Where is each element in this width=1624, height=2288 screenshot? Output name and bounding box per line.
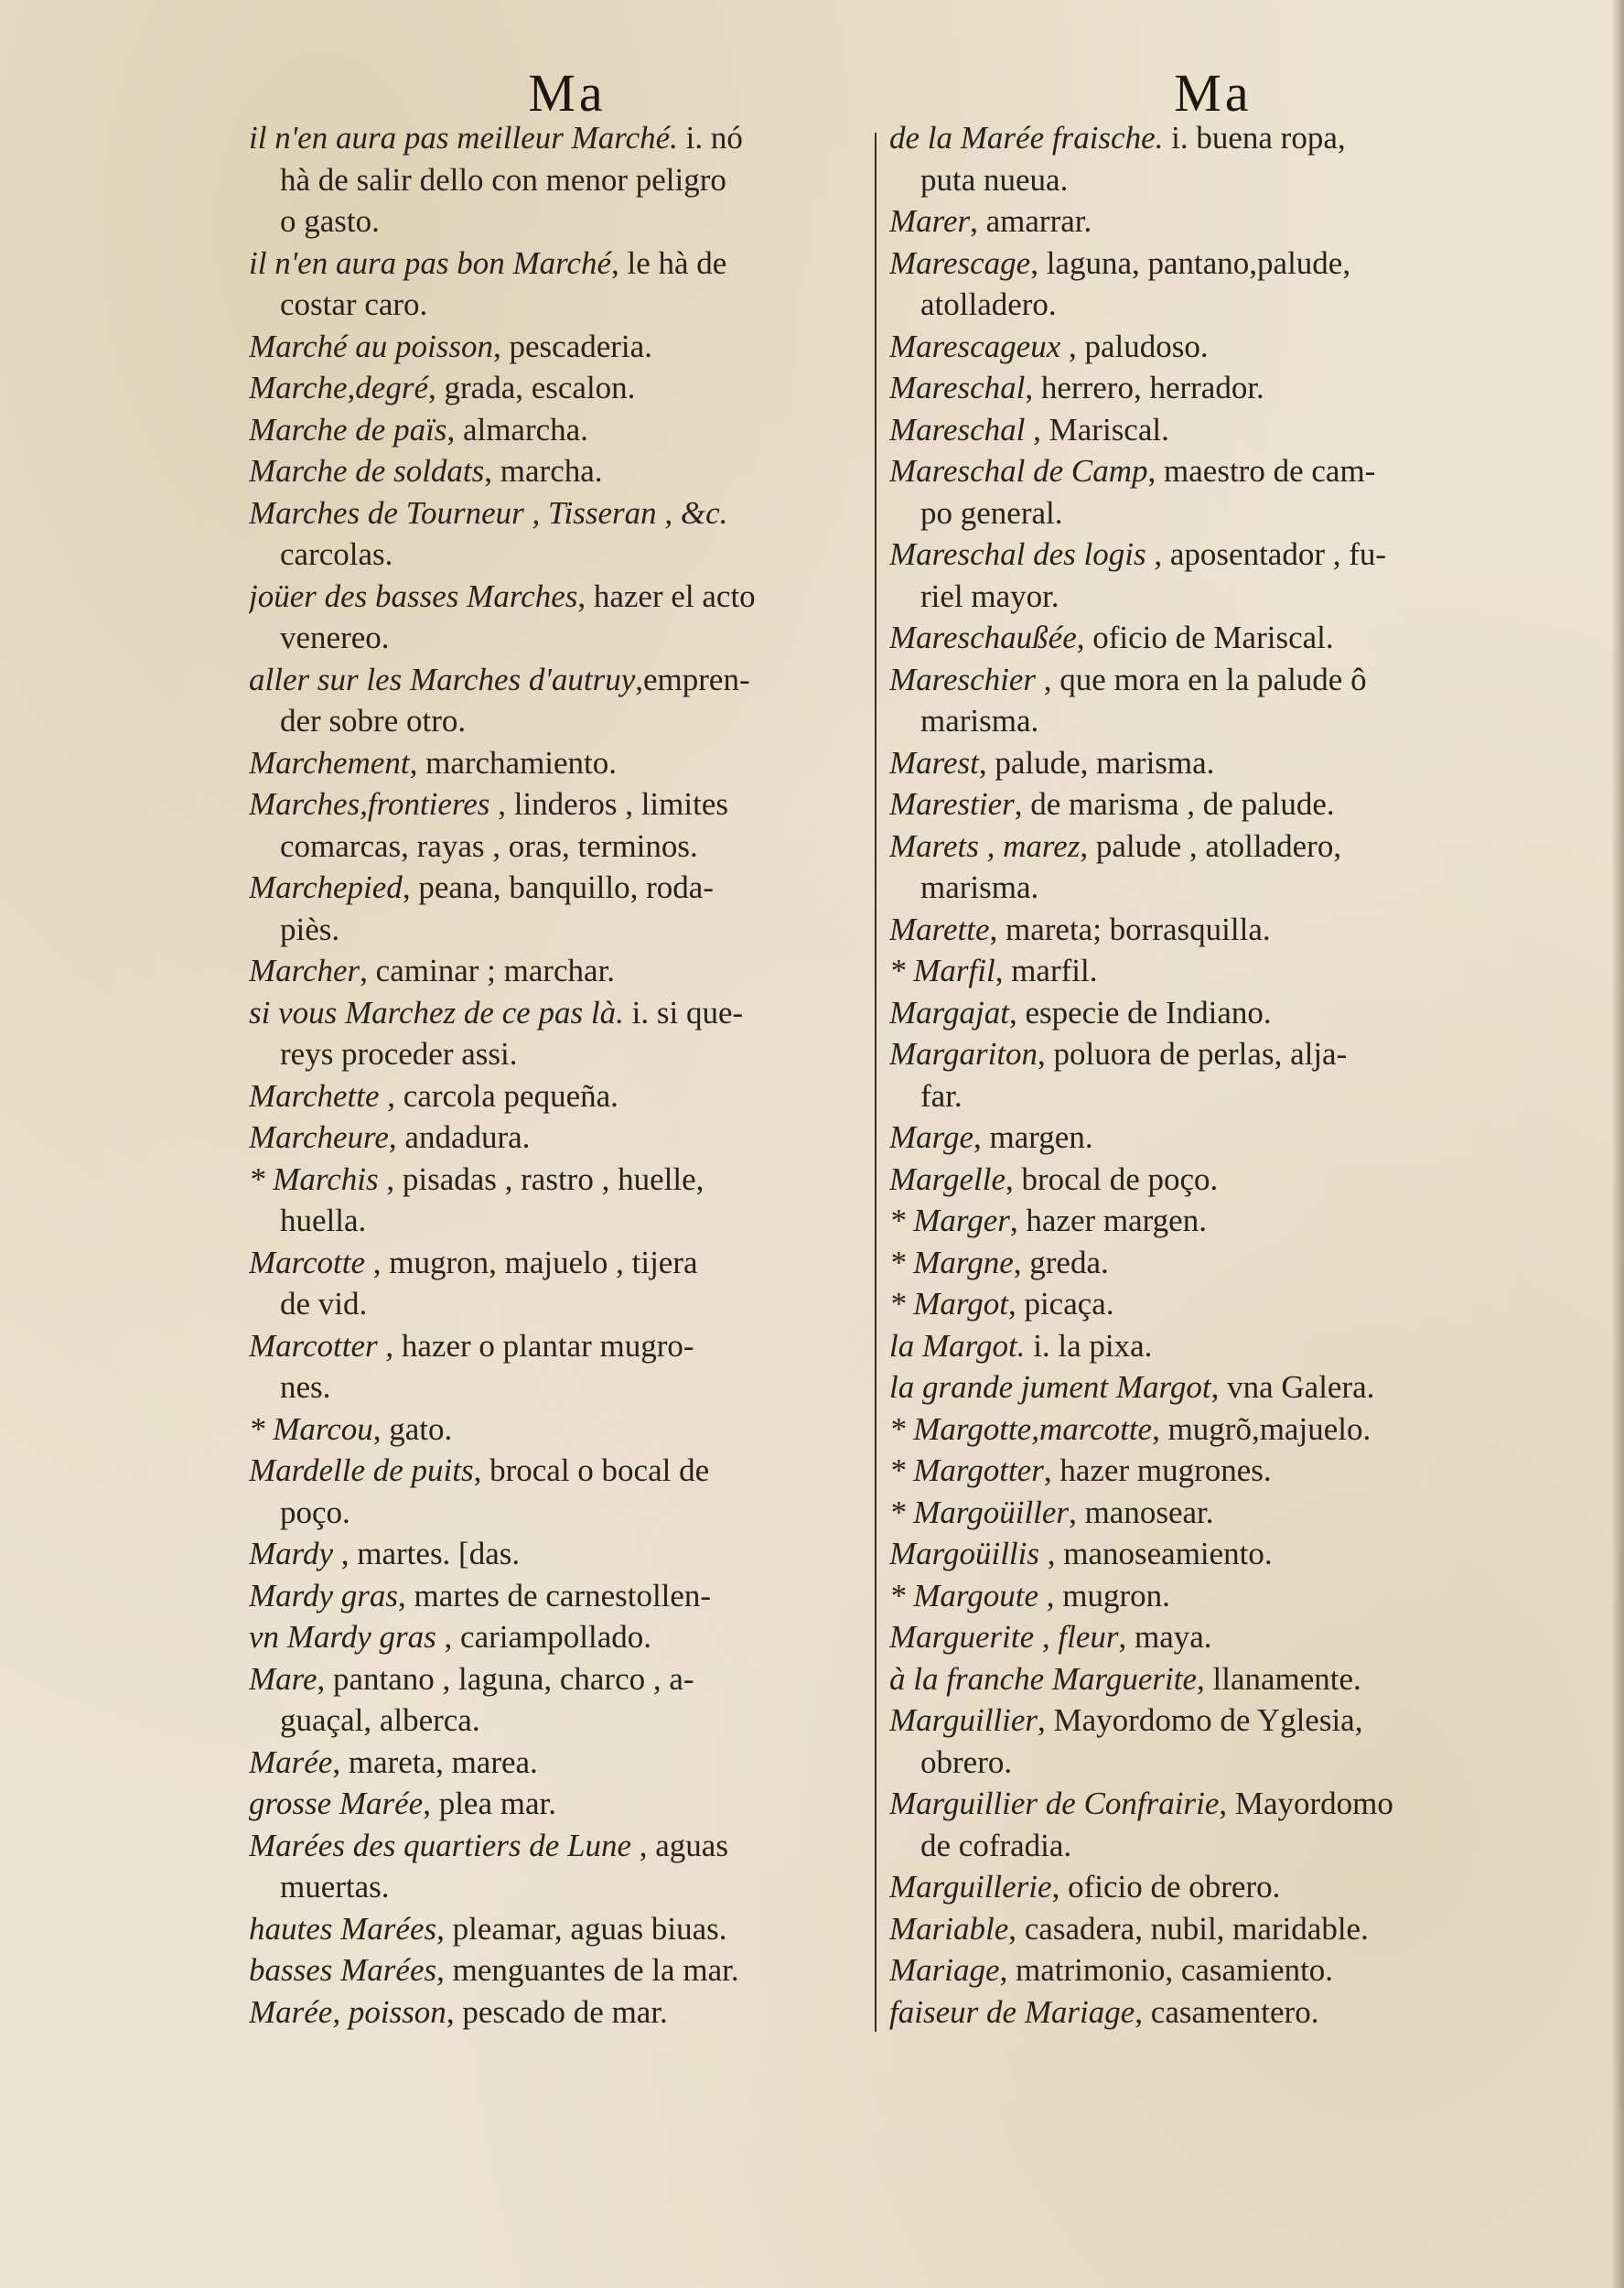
- entry-text: hà de salir dello con menor peligro: [280, 161, 726, 198]
- translation: , manosear.: [1069, 1494, 1214, 1530]
- translation: , caminar ; marchar.: [360, 953, 616, 988]
- headword: joüer des basses Marches: [249, 577, 578, 614]
- dictionary-entry: [889, 367, 1537, 409]
- headword: * Margoüiller: [889, 1494, 1070, 1530]
- translation: , Mayordomo de Yglesia,: [1038, 1702, 1363, 1738]
- headword: Marches,frontieres: [249, 786, 490, 822]
- dictionary-entry: [249, 1616, 869, 1658]
- entry-text: de vid.: [280, 1286, 368, 1322]
- dictionary-entry: [889, 909, 1537, 951]
- translation: ,empren-: [635, 661, 750, 697]
- running-head-right: Ma: [1174, 63, 1253, 123]
- entry-continuation-line: [249, 826, 869, 868]
- headword: Marées des quartiers de Lune: [249, 1827, 632, 1863]
- translation: i. buena ropa,: [1163, 120, 1346, 156]
- translation: , casamentero.: [1135, 1993, 1319, 2030]
- entry-continuation-line: [889, 159, 1537, 201]
- entry-text: po general.: [920, 494, 1063, 531]
- dictionary-entry: [889, 1159, 1537, 1201]
- dictionary-entry: [249, 1159, 869, 1201]
- dictionary-entry: [889, 1492, 1537, 1534]
- dictionary-entry: [249, 326, 869, 368]
- dictionary-entry: [249, 1242, 869, 1284]
- headword: basses Marées: [249, 1952, 437, 1988]
- translation: , pleamar, aguas biuas.: [436, 1910, 727, 1947]
- translation: , peana, banquillo, roda-: [402, 869, 714, 905]
- dictionary-entry: [889, 1200, 1537, 1242]
- headword: * Margotte,marcotte: [889, 1410, 1153, 1447]
- translation: , almarcha.: [446, 411, 588, 448]
- headword: Marette: [889, 911, 990, 947]
- translation: , carcola pequeña.: [379, 1077, 618, 1114]
- dictionary-entry: [249, 492, 869, 534]
- headword: Marescage: [889, 244, 1031, 281]
- dictionary-entry: [889, 950, 1537, 992]
- translation: grada, escalon.: [436, 370, 636, 405]
- entry-continuation-line: [249, 159, 869, 201]
- headword: il n'en aura pas bon Marché: [249, 244, 612, 281]
- entry-continuation-line: [249, 1366, 869, 1408]
- translation: , oficio de obrero.: [1051, 1869, 1281, 1905]
- dictionary-entry: [249, 867, 869, 909]
- dictionary-entry: [889, 1533, 1537, 1575]
- entry-continuation-line: [249, 1700, 869, 1742]
- headword: Margariton: [889, 1036, 1038, 1072]
- translation: , aguas: [631, 1827, 728, 1863]
- dictionary-entry: [889, 243, 1537, 285]
- dictionary-entry: [249, 783, 869, 826]
- entry-continuation-line: [249, 1033, 869, 1075]
- dictionary-entry: [889, 1450, 1537, 1492]
- headword: Marches de Tourneur , Tisseran , &c.: [249, 494, 728, 531]
- headword: Marer: [889, 203, 971, 239]
- translation: , aposentador , fu-: [1145, 536, 1387, 572]
- headword: Marcotte: [249, 1244, 365, 1280]
- translation: , marfil.: [995, 953, 1098, 988]
- translation: , llanamente.: [1197, 1660, 1361, 1697]
- translation: , casadera, nubil, maridable.: [1008, 1910, 1369, 1947]
- entry-text: venereo.: [280, 620, 390, 655]
- dictionary-entry: [249, 1533, 869, 1575]
- headword: Marguerite , fleur: [889, 1619, 1119, 1655]
- headword: * Marger: [889, 1203, 1010, 1238]
- headword: Marché au poisson: [249, 328, 494, 364]
- translation: , brocal de poço.: [1006, 1160, 1219, 1197]
- headword: faiseur de Mariage: [889, 1993, 1135, 2030]
- headword: Margelle: [889, 1160, 1006, 1197]
- translation: i. la pixa.: [1025, 1327, 1153, 1364]
- entry-text: carcolas.: [280, 536, 393, 572]
- entry-text: comarcas, rayas , oras, terminos.: [280, 827, 698, 864]
- translation: , mareta, marea.: [332, 1743, 538, 1780]
- translation: , andadura.: [388, 1119, 531, 1155]
- dictionary-entry: [249, 1075, 869, 1117]
- dictionary-entry: [249, 1408, 869, 1451]
- headword: Mare: [249, 1660, 317, 1697]
- translation: , de marisma , de palude.: [1014, 786, 1335, 822]
- headword: * Margot: [889, 1286, 1008, 1322]
- dictionary-entry: [889, 1908, 1537, 1950]
- headword: Marcotter: [249, 1327, 378, 1364]
- translation: , marcha.: [484, 453, 603, 489]
- entry-text: guaçal, alberca.: [280, 1702, 480, 1738]
- dictionary-entry: [249, 1450, 869, 1492]
- dictionary-entry: [249, 1117, 869, 1159]
- entry-text: o gasto.: [280, 203, 380, 239]
- entry-continuation-line: [889, 1742, 1537, 1784]
- translation: , manoseamiento.: [1039, 1536, 1273, 1571]
- headword: Marchement: [249, 744, 410, 781]
- dictionary-entry: [889, 409, 1537, 451]
- translation: , oficio de Mariscal.: [1076, 620, 1334, 655]
- dictionary-entry: [889, 742, 1537, 784]
- entry-text: reys proceder assi.: [280, 1036, 518, 1072]
- translation: , palude, marisma.: [978, 744, 1215, 781]
- headword: la Margot.: [889, 1327, 1026, 1364]
- headword: Marche de païs: [249, 411, 447, 448]
- entry-text: obrero.: [920, 1743, 1013, 1780]
- dictionary-entry: [889, 1283, 1537, 1325]
- translation: , hazer o plantar mugro-: [377, 1327, 694, 1364]
- dictionary-entry: [889, 117, 1537, 159]
- entry-text: huella.: [280, 1203, 367, 1238]
- entry-continuation-line: [889, 700, 1537, 742]
- dictionary-entry: [889, 326, 1537, 368]
- translation: , linderos , limites: [489, 786, 728, 822]
- headword: Marest: [889, 744, 979, 781]
- dictionary-entry: [889, 617, 1537, 659]
- translation: , pescaderia.: [493, 328, 652, 364]
- translation: , vna Galera.: [1210, 1369, 1375, 1405]
- translation: , paludoso.: [1060, 328, 1209, 364]
- entry-continuation-line: [889, 1825, 1537, 1867]
- headword: Marcheure: [249, 1119, 389, 1155]
- translation: , especie de Indiano.: [1008, 994, 1272, 1031]
- entry-continuation-line: [249, 700, 869, 742]
- entry-continuation-line: [249, 284, 869, 326]
- dictionary-entry: [249, 1783, 869, 1825]
- entry-continuation-line: [889, 1075, 1537, 1117]
- translation: , martes. [das.: [333, 1536, 521, 1571]
- dictionary-entry: [889, 659, 1537, 701]
- headword: Mareschaußée: [889, 620, 1077, 655]
- translation: , martes de carnestollen-: [398, 1577, 712, 1613]
- column-divider: [875, 133, 877, 2032]
- dictionary-entry: [889, 450, 1537, 492]
- headword: Marche de soldats: [249, 453, 485, 489]
- headword: Marestier: [889, 786, 1015, 822]
- right-column: [889, 117, 1537, 2033]
- translation: , que mora en la palude ô: [1036, 661, 1367, 697]
- dictionary-entry: [889, 1117, 1537, 1159]
- headword: Marche,degré,: [249, 370, 436, 405]
- dictionary-entry: [889, 1366, 1537, 1408]
- dictionary-entry: [889, 1658, 1537, 1700]
- translation: , hazer mugrones.: [1043, 1452, 1272, 1488]
- translation: , hazer margen.: [1009, 1203, 1207, 1238]
- translation: , pisadas , rastro , huelle,: [378, 1160, 704, 1197]
- dictionary-entry: [249, 243, 869, 285]
- running-head-left: Ma: [528, 63, 607, 123]
- dictionary-entry: [889, 1949, 1537, 1991]
- dictionary-entry: [889, 992, 1537, 1034]
- headword: il n'en aura pas meilleur Marché.: [249, 120, 678, 156]
- dictionary-entry: [249, 576, 869, 618]
- dictionary-entry: [249, 367, 869, 409]
- entry-continuation-line: [249, 1283, 869, 1325]
- headword: Marchette: [249, 1077, 380, 1114]
- headword: Marchepied: [249, 869, 403, 905]
- dictionary-entry: [249, 659, 869, 701]
- left-column: [249, 117, 869, 2033]
- entry-continuation-line: [889, 284, 1537, 326]
- headword: Marguillerie: [889, 1869, 1052, 1905]
- translation: , mareta; borrasquilla.: [989, 911, 1271, 947]
- entry-continuation-line: [249, 909, 869, 951]
- headword: Marée, poisson: [249, 1993, 446, 2030]
- dictionary-entry: [249, 1908, 869, 1950]
- entry-continuation-line: [889, 492, 1537, 534]
- translation: , Mayordomo: [1219, 1786, 1393, 1821]
- dictionary-entry: [889, 1242, 1537, 1284]
- headword: Mardy gras: [249, 1577, 399, 1613]
- headword: Mareschal: [889, 370, 1026, 405]
- dictionary-entry: [889, 200, 1537, 243]
- headword: à la franche Marguerite: [889, 1660, 1198, 1697]
- dictionary-entry: [889, 826, 1537, 868]
- headword: * Marchis: [249, 1160, 379, 1197]
- page-edge-shadow: [1611, 0, 1624, 2288]
- dictionary-entry: [249, 450, 869, 492]
- translation: , le hà de: [611, 244, 727, 281]
- entry-text: de cofradia.: [920, 1827, 1072, 1863]
- translation: , marchamiento.: [409, 744, 618, 781]
- entry-text: marisma.: [920, 869, 1039, 905]
- translation: , palude , atolladero,: [1080, 827, 1342, 864]
- headword: de la Marée fraische.: [889, 120, 1164, 156]
- headword: Mardy: [249, 1536, 334, 1571]
- translation: , mugron.: [1038, 1577, 1170, 1613]
- headword: Mareschal: [889, 411, 1026, 448]
- dictionary-entry: [889, 1700, 1537, 1742]
- translation: , Mariscal.: [1025, 411, 1169, 448]
- headword: la grande jument Margot: [889, 1369, 1211, 1405]
- headword: Marée: [249, 1743, 333, 1780]
- dictionary-entry: [249, 1325, 869, 1367]
- headword: Marge: [889, 1119, 974, 1155]
- translation: , mugron, majuelo , tijera: [365, 1244, 698, 1280]
- headword: Mareschal des logis: [889, 536, 1146, 572]
- entry-text: der sobre otro.: [280, 703, 467, 739]
- dictionary-entry: [889, 1616, 1537, 1658]
- dictionary-entry: [889, 1866, 1537, 1908]
- headword: Mardelle de puits: [249, 1452, 474, 1488]
- dictionary-entry: [889, 1408, 1537, 1451]
- dictionary-entry: [249, 1742, 869, 1784]
- headword: vn Mardy gras: [249, 1619, 436, 1655]
- entry-continuation-line: [249, 1492, 869, 1534]
- dictionary-entry: [889, 1991, 1537, 2034]
- headword: si vous Marchez de ce pas là.: [249, 994, 624, 1031]
- dictionary-entry: [889, 534, 1537, 576]
- headword: * Margotter: [889, 1452, 1044, 1488]
- entry-text: atolladero.: [920, 286, 1057, 322]
- headword: * Margoute: [889, 1577, 1038, 1613]
- headword: Marguillier de Confrairie: [889, 1786, 1220, 1821]
- dictionary-entry: [889, 1033, 1537, 1075]
- entry-continuation-line: [249, 200, 869, 243]
- headword: Margajat: [889, 994, 1009, 1031]
- headword: * Marcou: [249, 1410, 373, 1447]
- dictionary-entry: [249, 1658, 869, 1700]
- headword: Marets , marez: [889, 827, 1081, 864]
- dictionary-entry: [889, 1575, 1537, 1617]
- headword: Marguillier: [889, 1702, 1038, 1738]
- translation: , herrero, herrador.: [1025, 370, 1264, 405]
- translation: , gato.: [372, 1410, 453, 1447]
- dictionary-entry: [249, 1575, 869, 1617]
- translation: , greda.: [1013, 1244, 1109, 1280]
- translation: , laguna, pantano,palude,: [1030, 244, 1351, 281]
- entry-text: muertas.: [280, 1869, 390, 1905]
- translation: , maya.: [1118, 1619, 1212, 1655]
- translation: , brocal o bocal de: [473, 1452, 710, 1488]
- entry-continuation-line: [889, 576, 1537, 618]
- dictionary-entry: [249, 992, 869, 1034]
- dictionary-entry: [889, 1325, 1537, 1367]
- translation: i. nó: [677, 120, 743, 156]
- headword: grosse Marée: [249, 1786, 424, 1821]
- entry-text: puta nueua.: [920, 161, 1069, 198]
- headword: Mariage: [889, 1952, 1000, 1988]
- headword: Mareschier: [889, 661, 1037, 697]
- dictionary-entry: [249, 409, 869, 451]
- entry-continuation-line: [249, 1866, 869, 1908]
- translation: , plea mar.: [423, 1786, 556, 1821]
- translation: i. si que-: [623, 994, 744, 1031]
- translation: , poluora de perlas, alja-: [1038, 1036, 1348, 1072]
- translation: , mugrõ,majuelo.: [1152, 1410, 1371, 1447]
- entry-text: costar caro.: [280, 286, 428, 322]
- dictionary-entry: [249, 742, 869, 784]
- dictionary-entry: [249, 950, 869, 992]
- headword: Marcher: [249, 953, 360, 988]
- headword: Mareschal de Camp: [889, 453, 1148, 489]
- translation: , margen.: [973, 1119, 1093, 1155]
- translation: , cariampollado.: [436, 1619, 651, 1655]
- entry-text: nes.: [280, 1369, 331, 1405]
- dictionary-entry: [249, 1949, 869, 1991]
- dictionary-entry: [889, 1783, 1537, 1825]
- headword: Margoüillis: [889, 1536, 1039, 1571]
- entry-text: far.: [920, 1077, 963, 1114]
- dictionary-entry: [249, 117, 869, 159]
- entry-text: marisma.: [920, 703, 1039, 739]
- headword: Mariable: [889, 1910, 1009, 1947]
- dictionary-entry: [249, 1991, 869, 2034]
- entry-continuation-line: [249, 617, 869, 659]
- entry-continuation-line: [249, 534, 869, 576]
- translation: , pantano , laguna, charco , a-: [317, 1660, 694, 1697]
- dictionary-entry: [889, 783, 1537, 826]
- headword: Marescageux: [889, 328, 1061, 364]
- entry-text: riel mayor.: [920, 577, 1059, 614]
- translation: , maestro de cam-: [1147, 453, 1376, 489]
- translation: , picaça.: [1007, 1286, 1114, 1322]
- headword: hautes Marées: [249, 1910, 437, 1947]
- translation: , amarrar.: [970, 203, 1092, 239]
- translation: , hazer el acto: [577, 577, 756, 614]
- headword: * Marfil: [889, 953, 995, 988]
- dictionary-entry: [249, 1825, 869, 1867]
- entry-text: piès.: [280, 911, 340, 947]
- translation: , pescado de mar.: [446, 1993, 668, 2030]
- translation: , menguantes de la mar.: [436, 1952, 739, 1988]
- headword: aller sur les Marches d'autruy: [249, 661, 636, 697]
- entry-continuation-line: [889, 867, 1537, 909]
- entry-text: poço.: [280, 1494, 350, 1530]
- translation: , matrimonio, casamiento.: [999, 1952, 1334, 1988]
- headword: * Margne: [889, 1244, 1014, 1280]
- entry-continuation-line: [249, 1200, 869, 1242]
